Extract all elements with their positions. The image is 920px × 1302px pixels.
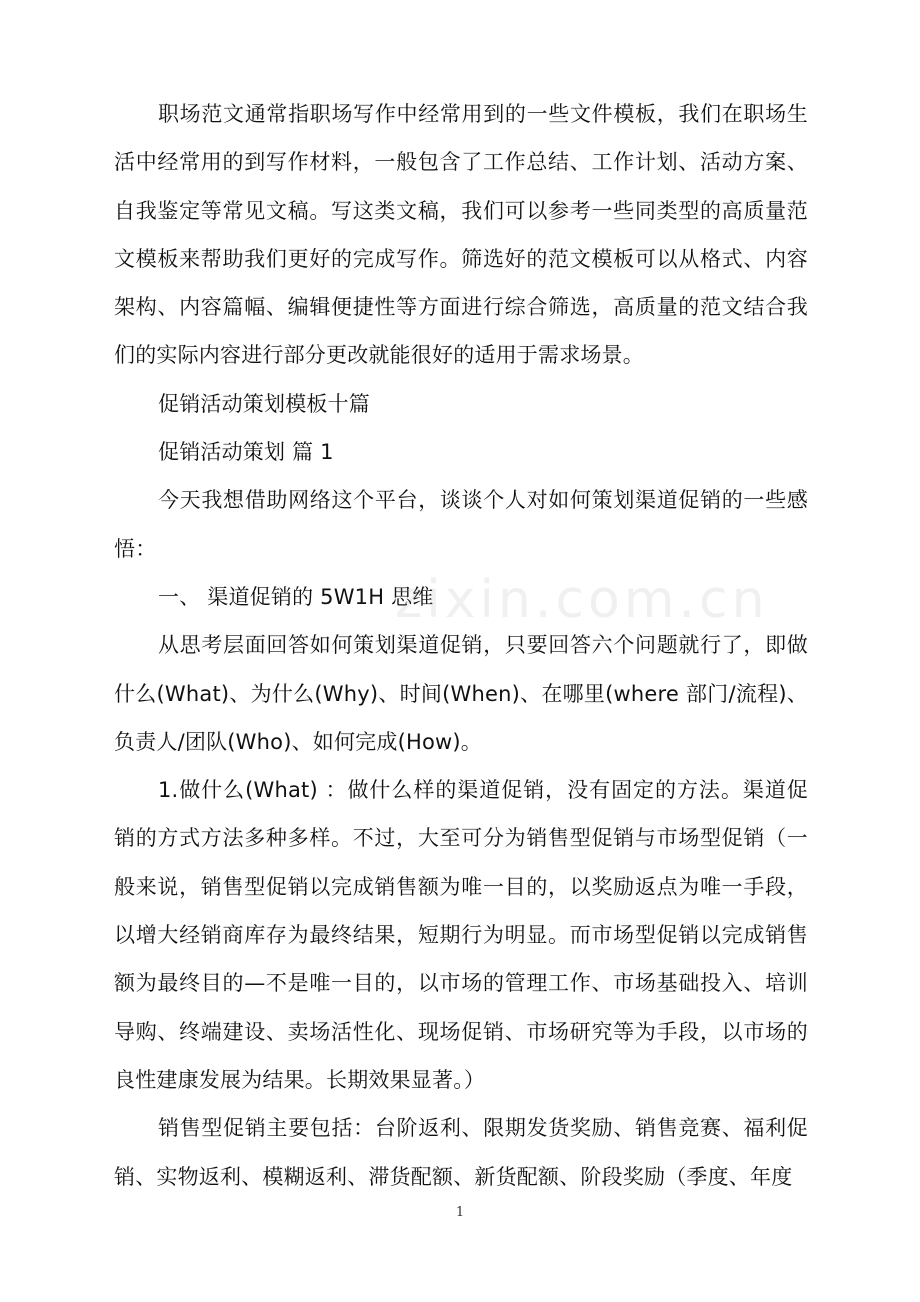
watermark: zixin.com.cn bbox=[395, 570, 769, 630]
subsection-heading: 一、 渠道促销的 5W1H 思维 bbox=[158, 584, 434, 609]
document-title: 促销活动策划模板十篇 bbox=[158, 391, 370, 416]
page-number: 1 bbox=[455, 1205, 465, 1220]
body-paragraph: 销售型促销主要包括：台阶返利、限期发货奖励、销售竞赛、福利促销、实物返利、模糊返利、滞货配额、新货配额、阶段奖励（季度、年度 bbox=[114, 1116, 808, 1189]
document-body bbox=[114, 90, 808, 1201]
body-paragraph: 今天我想借助网络这个平台，谈谈个人对如何策划渠道促销的一些感悟： bbox=[114, 488, 808, 561]
section-heading: 促销活动策划 篇 1 bbox=[158, 440, 334, 465]
body-paragraph: 从思考层面回答如何策划渠道促销，只要回答六个问题就行了，即做什么(What)、为什么(Why)、时间(When)、在哪里(where 部门/流程)、负责人/团队(Who)、如何完成(How)。 bbox=[114, 633, 808, 754]
intro-paragraph: 职场范文通常指职场写作中经常用到的一些文件模板，我们在职场生活中经常用的到写作材料，一般包含了工作总结、工作计划、活动方案、自我鉴定等常见文稿。写这类文稿，我们可以参考一些同类型的高质量范文模板来帮助我们更好的完成写作。筛选好的范文模板可以从格式、内容架构、内容篇幅、编辑便捷性等方面进行综合筛选，高质量的范文结合我们的实际内容进行部分更改就能很好的适用于需求场景。 bbox=[114, 102, 808, 368]
body-paragraph: 1.做什么(What) ：做什么样的渠道促销，没有固定的方法。渠道促销的方式方法多种多样。不过，大至可分为销售型促销与市场型促销（一般来说，销售型促销以完成销售额为唯一目的，以奖励返点为唯一手段，以增大经销商库存为最终结果，短期行为明显。而市场型促销以完成销售额为最终目的—不是唯一目的，以市场的管理工作、市场基础投入、培训导购、终端建设、卖场活性化、现场促销、市场研究等为手段，以市场的良性建康发展为结果。长期效果显著。） bbox=[114, 778, 808, 1092]
